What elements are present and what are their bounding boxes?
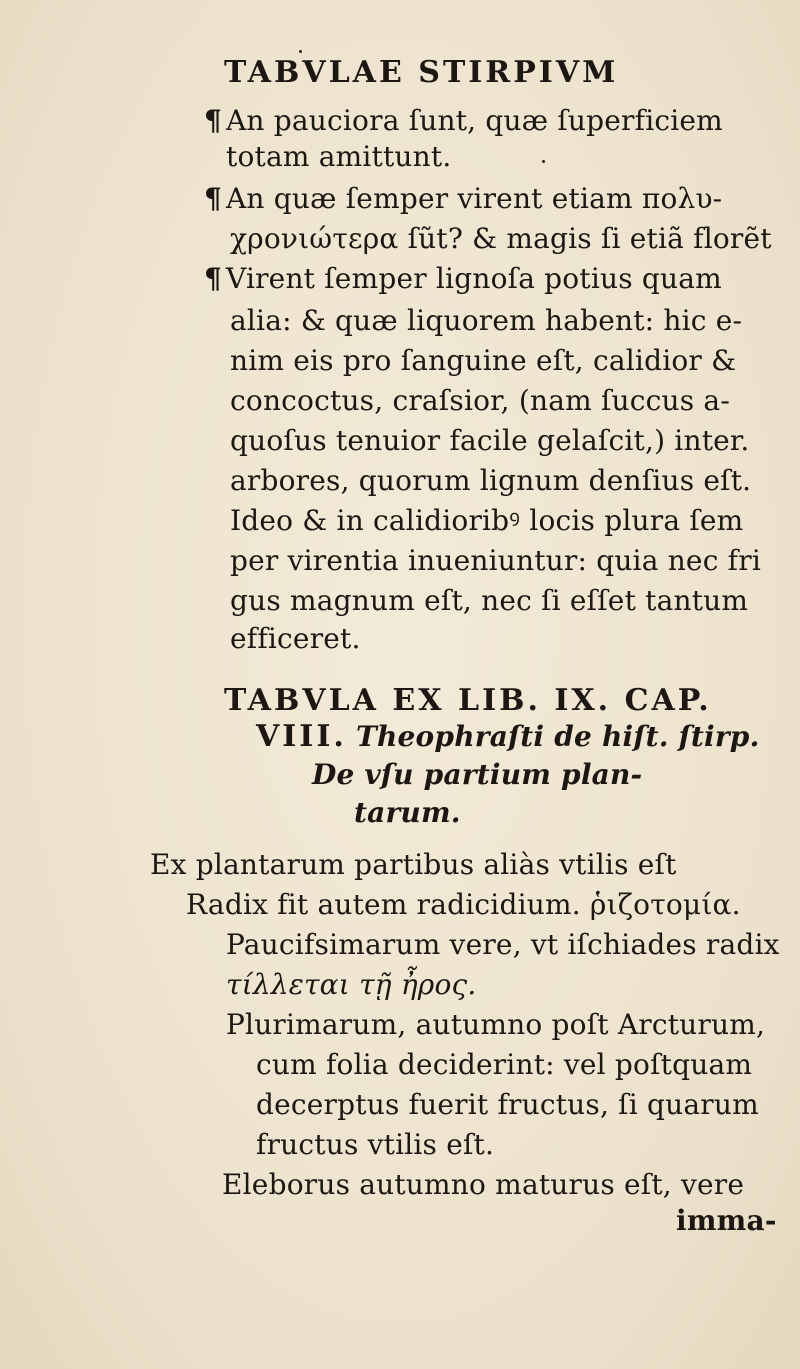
text-line (226, 1008, 765, 1042)
line-text: imma- (676, 1204, 777, 1237)
paragraph-mark: ¶ (204, 262, 223, 295)
line-text: χρονιώτερα ſũt? & magis ſi etiã florẽt (230, 222, 772, 255)
section-subtitle: De vſu partium plan- (312, 758, 643, 791)
text-line (226, 140, 451, 174)
line-text: An pauciora ſunt, quæ ſuperficiem (226, 104, 723, 137)
text-line (186, 888, 741, 922)
text-line (256, 1048, 752, 1082)
line-text: totam amittunt. (226, 140, 452, 173)
section-subtitle: tarum. (354, 796, 461, 829)
line-text: Ideo & in calidioribꝰ locis plura ſem (230, 504, 744, 537)
text-line (230, 544, 761, 578)
ink-speck (299, 50, 302, 53)
text-line (204, 262, 722, 296)
text-line (226, 968, 477, 1002)
line-text: Virent ſemper lignoſa potius quam (226, 262, 722, 295)
line-text: quoſus tenuior facile gelaſcit,) inter. (230, 424, 750, 457)
ink-speck (542, 160, 545, 163)
line-text: Paucifsimarum vere, vt iſchiades radix (226, 928, 780, 961)
text-line (256, 1088, 759, 1122)
text-line (230, 464, 751, 498)
text-line (150, 848, 677, 882)
source-title: Theophraſti de hiſt. ſtirp. (355, 720, 760, 753)
text-line (204, 104, 723, 138)
line-text: alia: & quæ liquorem habent: hic e- (230, 304, 743, 337)
text-line (230, 424, 750, 458)
line-text: Plurimarum, autumno poſt Arcturum, (226, 1008, 766, 1041)
line-text: per virentia inueniuntur: quia nec fri (230, 544, 761, 577)
line-text: gus magnum eſt, nec ſi eſſet tantum (230, 584, 749, 617)
catchword (676, 1204, 777, 1238)
line-text: efficeret. (230, 622, 361, 655)
text-line (230, 384, 730, 418)
line-text: τίλλεται τῇ ἦρος. (226, 968, 477, 1001)
line-text: nim eis pro ſanguine eſt, calidior & (230, 344, 737, 377)
line-text: Eleborus autumno maturus eſt, vere (222, 1168, 745, 1201)
paragraph-mark: ¶ (204, 104, 223, 137)
section-heading-line (256, 720, 760, 754)
line-text: fructus vtilis eſt. (256, 1128, 495, 1161)
line-text: Ex plantarum partibus aliàs vtilis eſt (150, 848, 677, 881)
text-line (230, 344, 736, 378)
text-line (230, 222, 772, 256)
paragraph-mark: ¶ (204, 182, 223, 215)
line-text: Radix fit autem radicidium. ῥιζοτομία. (186, 888, 741, 921)
running-head: TABVLAE STIRPIVM (224, 55, 619, 90)
line-text: arbores, quorum lignum denſius eſt. (230, 464, 752, 497)
line-text: concoctus, craſsior, (nam ſuccus a- (230, 384, 730, 417)
text-line (226, 928, 780, 962)
text-line (230, 304, 742, 338)
section-heading: TABVLA EX LIB. IX. CAP. (224, 683, 712, 718)
line-text: decerptus fuerit fructus, ſi quarum (256, 1088, 759, 1121)
text-line (230, 584, 748, 618)
text-line (230, 504, 743, 538)
line-text: An quæ ſemper virent etiam πολυ- (226, 182, 723, 215)
chapter-number: VIII. (256, 719, 347, 754)
line-text: cum folia deciderint: vel poſtquam (256, 1048, 753, 1081)
text-line (256, 1128, 494, 1162)
text-line (204, 182, 722, 216)
text-line (230, 622, 361, 656)
text-line (222, 1168, 744, 1202)
